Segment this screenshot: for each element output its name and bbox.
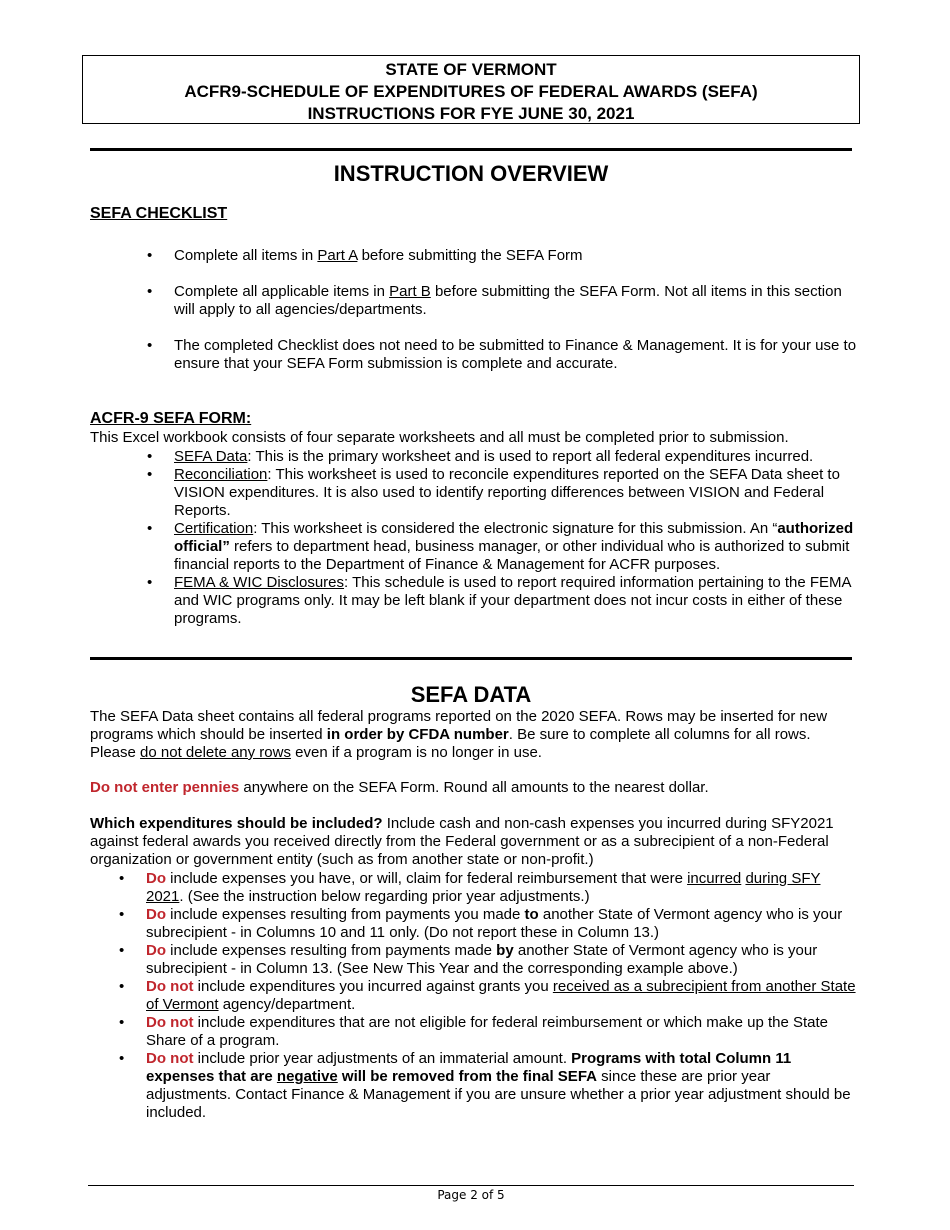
pennies-note: Do not enter pennies anywhere on the SEFA Form. Round all amounts to the nearest dollar. bbox=[90, 779, 709, 796]
page-number: Page 2 of 5 bbox=[437, 1188, 505, 1202]
overview-title: INSTRUCTION OVERVIEW bbox=[333, 161, 609, 186]
header-line-2: ACFR9-SCHEDULE OF EXPENDITURES OF FEDERAL AWARDS (SEFA) bbox=[184, 82, 758, 101]
document-header bbox=[82, 55, 860, 124]
list-item: • Do include expenses you have, or will, claim for federal reimbursement that were incurred during SFY 2021. (See the instruction below regarding prior year adjustments.) bbox=[146, 870, 856, 906]
header-line-1: STATE OF VERMONT bbox=[385, 60, 557, 79]
list-item: • Complete all applicable items in Part B before submitting the SEFA Form. Not all items in this section will apply to all agencies/departments. bbox=[174, 283, 864, 319]
form-heading: ACFR-9 SEFA FORM: bbox=[90, 410, 252, 427]
list-item: • FEMA & WIC Disclosures: This schedule is used to report required information pertaining to the FEMA and WIC programs only. It may be left blank if your department does not incur costs in either of these programs. bbox=[174, 574, 864, 628]
checklist-list bbox=[174, 247, 864, 391]
expenditure-rules-list bbox=[146, 870, 856, 1122]
list-item: • Do include expenses resulting from payments made by another State of Vermont agency who is your subrecipient - in Column 13. (See New This Year and the corresponding example above.) bbox=[146, 942, 856, 978]
footer-rule bbox=[88, 1185, 854, 1186]
list-item: • Do not include expenditures that are not eligible for federal reimbursement or which make up the State Share of a program. bbox=[146, 1014, 856, 1050]
sefa-data-title: SEFA DATA bbox=[410, 682, 532, 707]
list-item: • Do not include expenditures you incurred against grants you received as a subrecipient from another State of Vermont agency/department. bbox=[146, 978, 856, 1014]
worksheet-list bbox=[174, 448, 864, 628]
list-item: • Reconciliation: This worksheet is used to reconcile expenditures reported on the SEFA Data sheet to VISION expenditures. It is also used to identify reporting differences between VISION and Federal Reports. bbox=[174, 466, 864, 520]
header-line-3: INSTRUCTIONS FOR FYE JUNE 30, 2021 bbox=[307, 104, 635, 123]
checklist-heading: SEFA CHECKLIST bbox=[90, 205, 228, 222]
list-item: • SEFA Data: This is the primary worksheet and is used to report all federal expenditures incurred. bbox=[174, 448, 864, 466]
list-item: • Do include expenses resulting from payments you made to another State of Vermont agency who is your subrecipient - in Columns 10 and 11 only. (Do not report these in Column 13.) bbox=[146, 906, 856, 942]
list-item: • Certification: This worksheet is considered the electronic signature for this submission. An “authorized official” refers to department head, business manager, or other individual who is authorized to submit financial reports to the Department of Finance & Management for ACFR purposes. bbox=[174, 520, 864, 574]
list-item: • The completed Checklist does not need to be submitted to Finance & Management. It is for your use to ensure that your SEFA Form submission is complete and accurate. bbox=[174, 337, 864, 373]
list-item: • Do not include prior year adjustments of an immaterial amount. Programs with total Column 11 expenses that are negative will be removed from the final SEFA since these are prior year adjustments. Contact Finance & Management if you are unsure whether a prior year adjustment should be included. bbox=[146, 1050, 856, 1122]
form-intro: This Excel workbook consists of four separate worksheets and all must be completed prior to submission. bbox=[90, 429, 789, 446]
expenditures-paragraph: Which expenditures should be included? Include cash and non-cash expenses you incurred during SFY2021 against federal awards you received directly from the Federal government or as a subrecipient of a non-Federal organization or government entity (such as from another state or non-profit.) bbox=[90, 815, 834, 868]
list-item: • Complete all items in Part A before submitting the SEFA Form bbox=[174, 247, 864, 265]
divider-rule bbox=[90, 148, 852, 151]
divider-rule bbox=[90, 657, 852, 660]
sefa-data-paragraph: The SEFA Data sheet contains all federal programs reported on the 2020 SEFA. Rows may be inserted for new programs which should be inserted in order by CFDA number. Be sure to complete all columns for all rows. Please do not delete any rows even if a program is no longer in use. bbox=[90, 708, 828, 761]
